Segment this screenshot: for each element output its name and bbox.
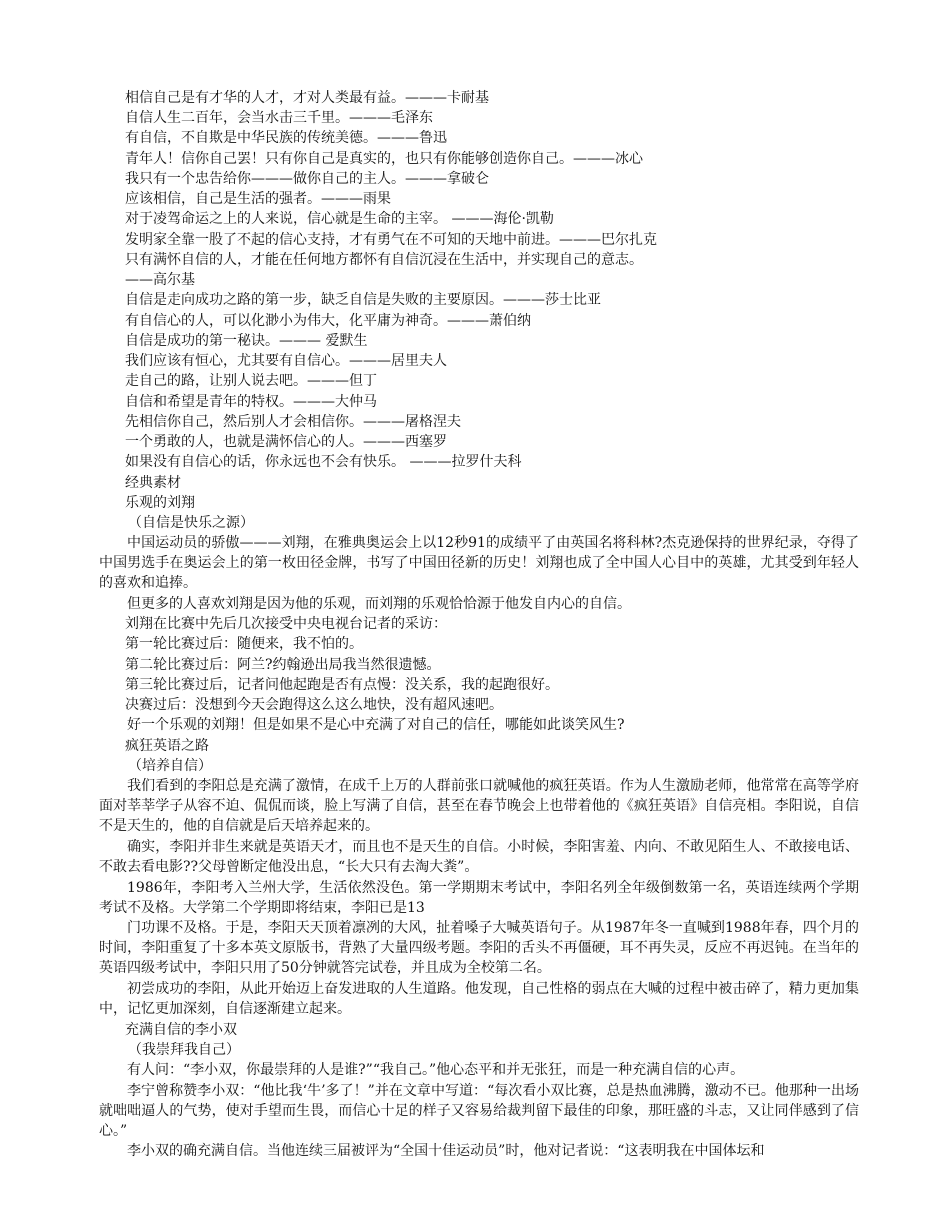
paragraph-text: 确实，李阳并非生来就是英语天才，而且也不是天生的自信。小时候，李阳害羞、内向、不敢见陌生人、不敢接电话、不敢去看电影??父母曾断定他没出息，“长大只有去淘大粪”。: [99, 839, 859, 875]
quote-line: 对于凌驾命运之上的人来说，信心就是生命的主宰。 ———海伦·凯勒: [125, 211, 554, 227]
paragraph: [99, 1141, 859, 1161]
paragraph-text: 我们看到的李阳总是充满了激情，在成千上万的人群前张口就喊他的疯狂英语。作为人生激励老师，他常常在高等学府面对莘莘学子从容不迫、侃侃而谈，脸上写满了自信，甚至在春节晚会上也带着他的《疯狂英语》自信亮相。李阳说，自信不是天生的，他的自信就是后天培养起来的。: [99, 778, 859, 834]
interview-line: 第一轮比赛过后：随便来，我不怕的。: [125, 636, 363, 652]
paragraph: [99, 533, 859, 593]
paragraph-text: 中国运动员的骄傲———刘翔，在雅典奥运会上以12秒91的成绩平了由英国名将科林?杰克逊保持的世界纪录，夺得了中国男选手在奥运会上的第一枚田径金牌，书写了中国田径新的历史！刘翔也成了全中国人心目中的英雄，尤其受到年轻人的喜欢和追捧。: [99, 535, 859, 591]
section-title: 充满自信的李小双: [125, 1022, 237, 1038]
quote-line: 有自信心的人，可以化渺小为伟大，化平庸为神奇。———萧伯纳: [125, 313, 531, 329]
interview-line: 第三轮比赛过后，记者问他起跑是否有点慢：没关系，我的起跑很好。: [125, 677, 559, 693]
quote-line: 自信是走向成功之路的第一步，缺乏自信是失败的主要原因。———莎士比亚: [125, 292, 601, 308]
paragraph: [99, 776, 859, 836]
section-title: 疯狂英语之路: [125, 738, 209, 754]
paragraph: [99, 979, 859, 1019]
paragraph-text: 好一个乐观的刘翔！但是如果不是心中充满了对自己的信任，哪能如此谈笑风生?: [127, 717, 625, 733]
section-subtitle: （自信是快乐之源）: [128, 515, 254, 531]
paragraph: [99, 594, 859, 614]
paragraph: [99, 837, 859, 877]
paragraph-text: 1986年，李阳考入兰州大学，生活依然没色。第一学期期末考试中，李阳名列全年级倒数第一名，英语连续两个学期考试不及格。大学第二个学期即将结束，李阳已是13: [99, 880, 859, 916]
interview-line: 决赛过后：没想到今天会跑得这么这么地快，没有超风速吧。: [125, 697, 503, 713]
quote-line: 我们应该有恒心，尤其要有自信心。———居里夫人: [125, 353, 447, 369]
paragraph: [99, 878, 859, 918]
paragraph-text: 李小双的确充满自信。当他连续三届被评为“全国十佳运动员”时，他对记者说：“这表明我在中国体坛和: [127, 1143, 765, 1159]
quote-line: 走自己的路，让别人说去吧。———但丁: [125, 373, 377, 389]
quote-line: 自信是成功的第一秘诀。——— 爱默生: [125, 333, 368, 349]
paragraph: [99, 1060, 859, 1080]
quote-line: 自信人生二百年，会当水击三千里。———毛泽东: [125, 110, 433, 126]
quote-line: ——高尔基: [125, 272, 195, 288]
quote-line: 如果没有自信心的话，你永远也不会有快乐。 ———拉罗什夫科: [125, 454, 522, 470]
section-title: 乐观的刘翔: [125, 495, 195, 511]
interview-line: 刘翔在比赛中先后几次接受中央电视台记者的采访：: [125, 616, 447, 632]
interview-line: 第二轮比赛过后：阿兰?约翰逊出局我当然很遗憾。: [125, 657, 441, 673]
paragraph-text: 有人问：“李小双，你最崇拜的人是谁?”“我自己。”他心态平和并无张狂，而是一种充满自信的心声。: [127, 1062, 745, 1078]
section-subtitle: （培养自信）: [128, 758, 212, 774]
paragraph-text: 门功课不及格。于是，李阳天天顶着凛冽的大风，扯着嗓子大喊英语句子。从1987年冬一直喊到1988年春，四个月的时间，李阳重复了十多本英文原版书，背熟了大量四级考题。李阳的舌头不再僵硬，耳不再失灵，反应不再迟钝。在当年的英语四级考试中，李阳只用了50分钟就答完试卷，并且成为全校第二名。: [99, 920, 859, 976]
quote-line: 自信和希望是青年的特权。———大仲马: [125, 394, 377, 410]
quote-line: 相信自己是有才华的人才，才对人类最有益。———卡耐基: [125, 90, 489, 106]
quote-line: 发明家全靠一股了不起的信心支持，才有勇气在不可知的天地中前进。———巴尔扎克: [125, 232, 657, 248]
quote-line: 一个勇敢的人，也就是满怀信心的人。———西塞罗: [125, 434, 447, 450]
paragraph-text: 但更多的人喜欢刘翔是因为他的乐观，而刘翔的乐观恰恰源于他发自内心的自信。: [127, 596, 631, 612]
paragraph-text: 李宁曾称赞李小双：“他比我‘牛’多了！”并在文章中写道：“每次看小双比赛，总是热血沸腾，激动不已。他那种一出场就咄咄逼人的气势，使对手望而生畏，而信心十足的样子又容易给裁判留下最佳的印象，那旺盛的斗志，又让同伴感到了信心。”: [99, 1083, 859, 1139]
quote-line: 只有满怀自信的人，才能在任何地方都怀有自信沉浸在生活中，并实现自己的意志。: [125, 252, 643, 268]
quote-line: 应该相信，自己是生活的强者。———雨果: [125, 191, 391, 207]
paragraph-text: 初尝成功的李阳，从此开始迈上奋发进取的人生道路。他发现，自己性格的弱点在大喊的过程中被击碎了，精力更加集中，记忆更加深刻，自信逐渐建立起来。: [99, 981, 859, 1017]
quote-line: 先相信你自己，然后别人才会相信你。———屠格涅夫: [125, 414, 461, 430]
quote-line: 我只有一个忠告给你———做你自己的主人。———拿破仑: [125, 171, 489, 187]
section-subtitle: （我崇拜我自己）: [128, 1042, 240, 1058]
paragraph: [99, 1081, 859, 1141]
quote-line: 有自信，不自欺是中华民族的传统美德。———鲁迅: [125, 130, 447, 146]
paragraph: [99, 715, 859, 735]
paragraph: [99, 918, 859, 978]
section-heading: 经典素材: [125, 475, 181, 491]
quote-line: 青年人！信你自己罢！只有你自己是真实的，也只有你能够创造你自己。———冰心: [125, 151, 643, 167]
